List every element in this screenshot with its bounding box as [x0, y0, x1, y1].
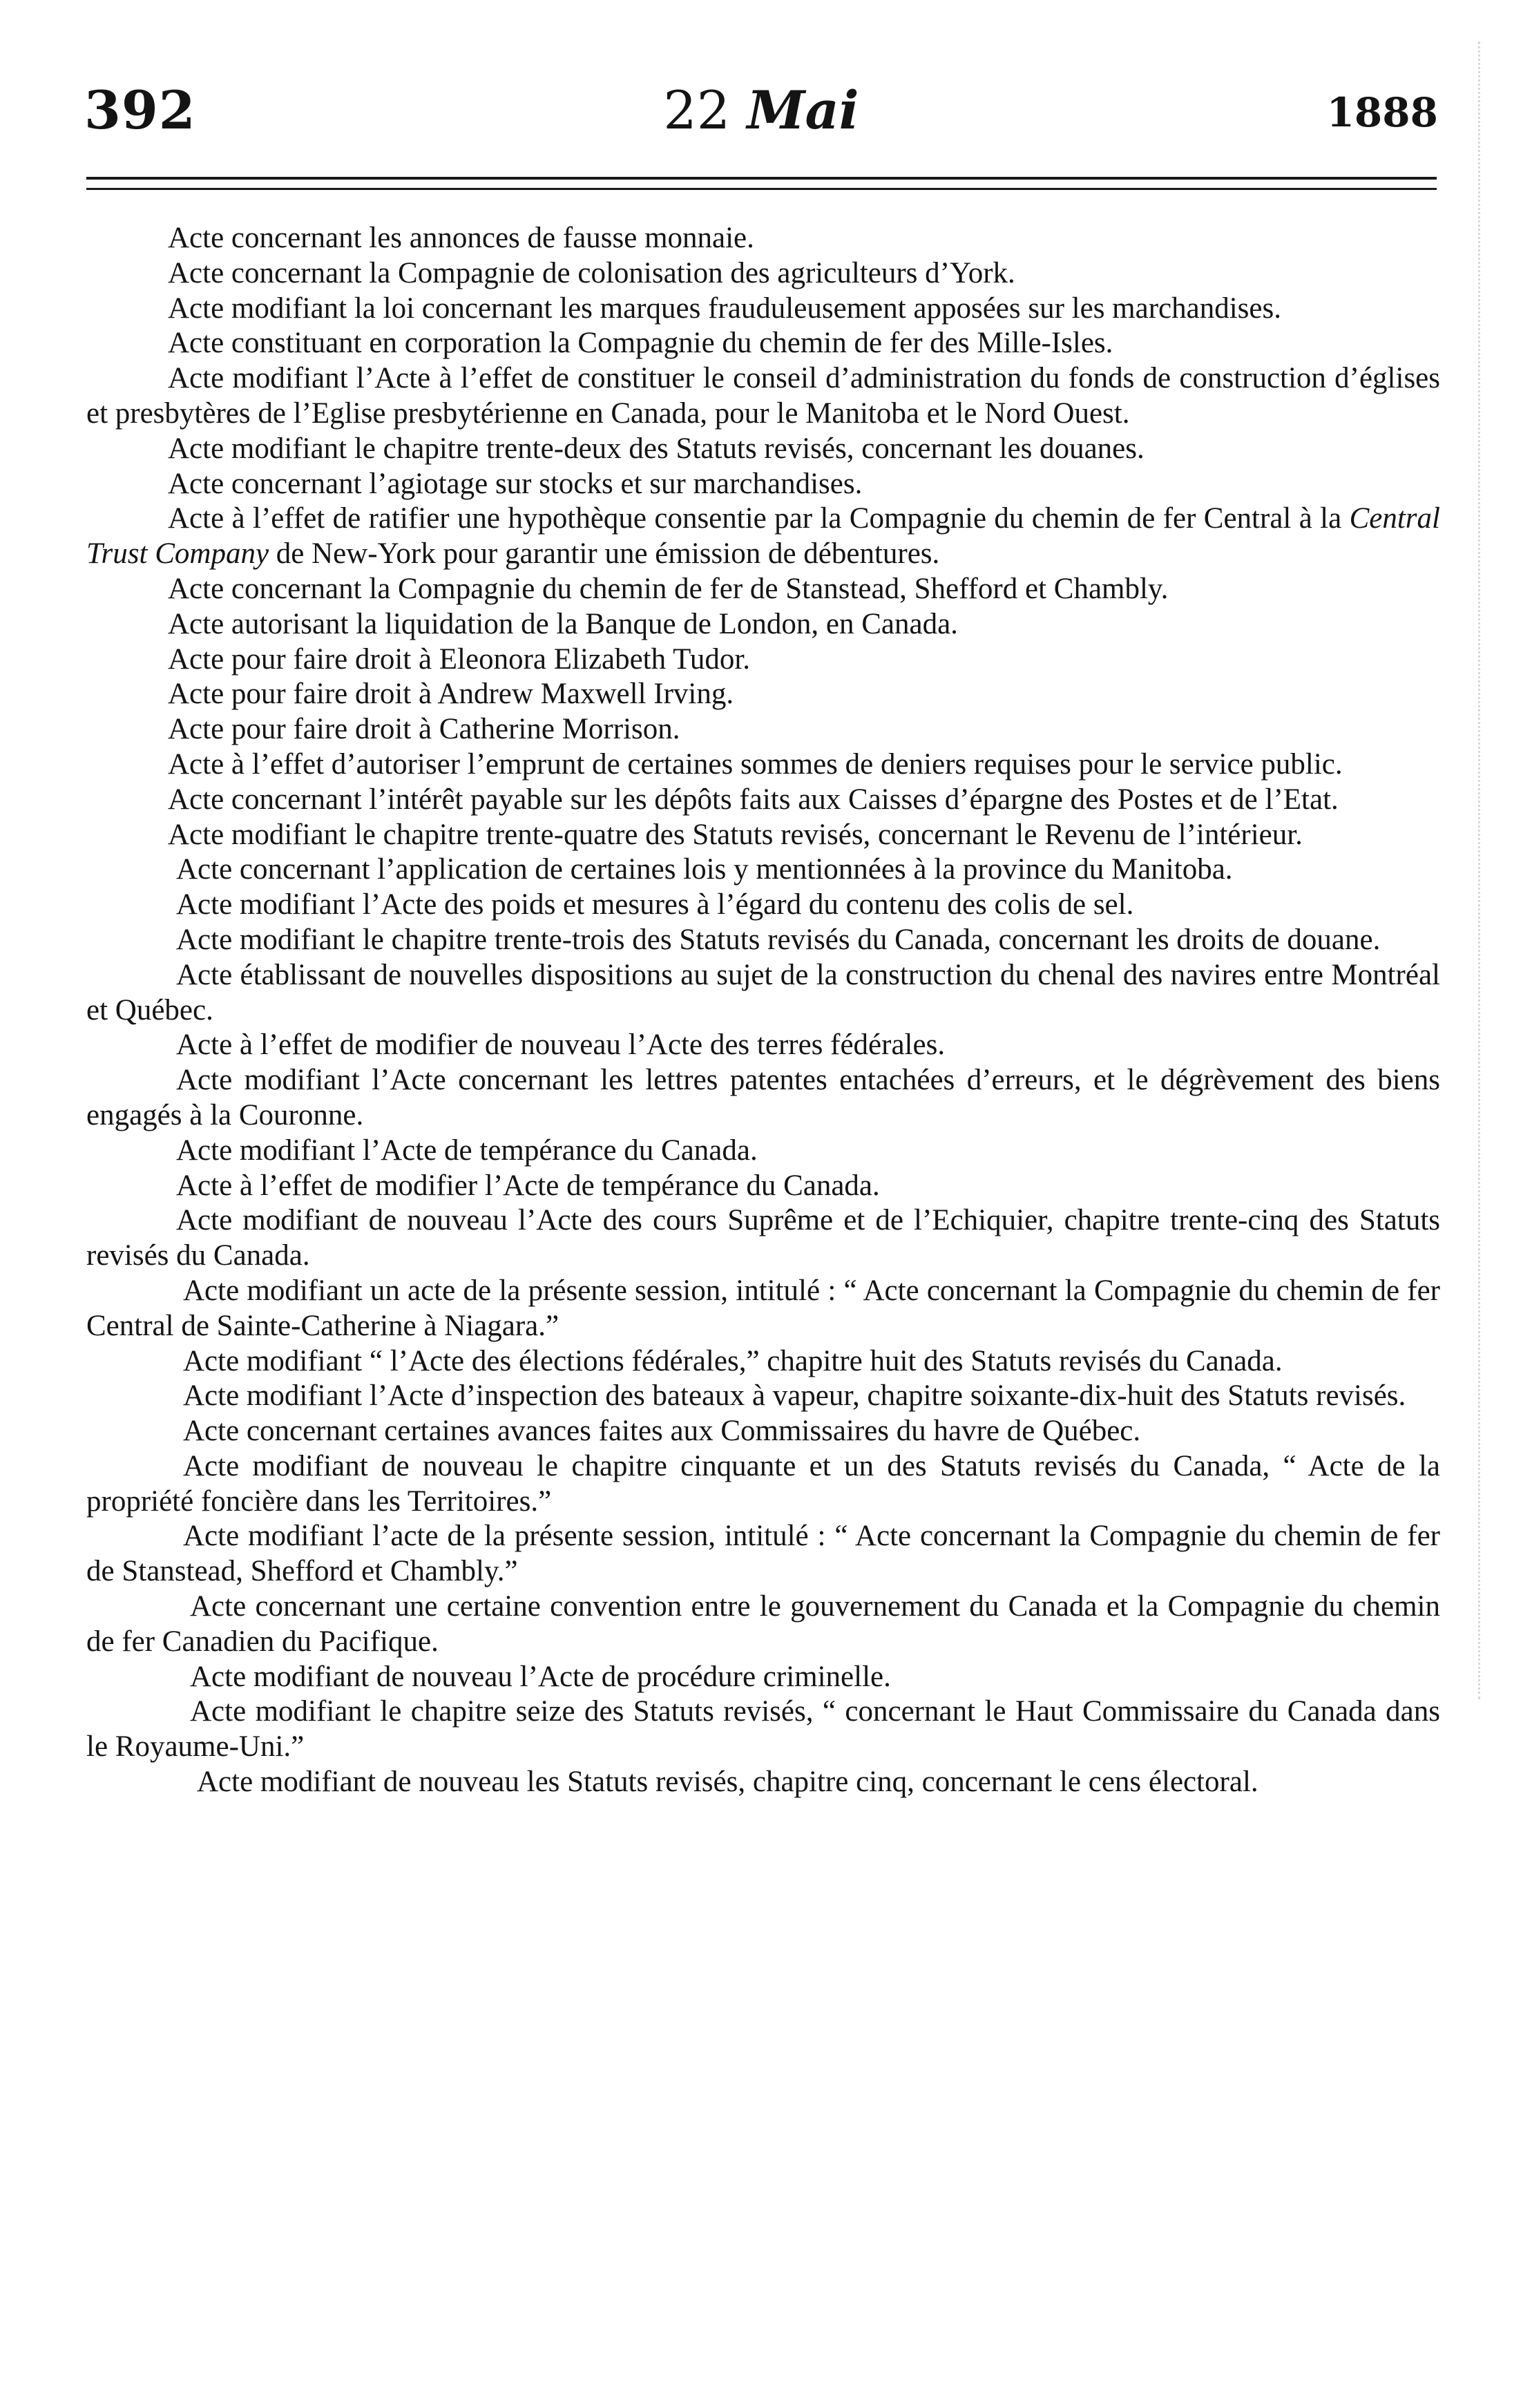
- entry: Acte concernant les annonces de fausse monnaie.: [168, 222, 754, 254]
- entry: Acte concernant certaines avances faites aux Commissaires du havre de Québec.: [183, 1415, 1141, 1448]
- entry: Acte modifiant le chapitre trente-quatre des Statuts revisés, concernant le Revenu de l’intérieur.: [168, 818, 1303, 851]
- entry: Acte modifiant de nouveau les Statuts revisés, chapitre cinq, concernant le cens électoral.: [197, 1766, 1258, 1799]
- header-rule-top: [86, 177, 1437, 180]
- entry: Acte à l’effet de modifier l’Acte de tempérance du Canada.: [176, 1169, 880, 1202]
- entry: Acte concernant la Compagnie de colonisation des agriculteurs d’York.: [168, 256, 1015, 289]
- entry: Acte modifiant de nouveau l’Acte de procédure criminelle.: [190, 1660, 891, 1693]
- entry: Acte modifiant l’Acte concernant les lettres patentes entachées d’erreurs, et le dégrèvement des biens engagés à la Couronne.: [86, 1064, 1440, 1131]
- date-day: 22: [663, 79, 731, 141]
- entry: Acte constituant en corporation la Compagnie du chemin de fer des Mille-Isles.: [168, 327, 1113, 360]
- entry: Acte autorisant la liquidation de la Banque de London, en Canada.: [168, 607, 958, 640]
- page-header: [84, 73, 1438, 149]
- entry: Acte modifiant le chapitre trente-trois des Statuts revisés du Canada, concernant les droits de douane.: [176, 923, 1381, 956]
- entry: Acte modifiant l’Acte des poids et mesures à l’égard du contenu des colis de sel.: [176, 888, 1134, 921]
- entry: Acte modifiant l’acte de la présente session, intitulé : “ Acte concernant la Compagnie du chemin de fer de Stanstead, Shefford et Chambly.”: [86, 1520, 1440, 1588]
- entry: Acte pour faire droit à Eleonora Elizabeth Tudor.: [168, 642, 751, 676]
- entry: [86, 501, 1440, 572]
- entry: Acte concernant la Compagnie du chemin de fer de Stanstead, Shefford et Chambly.: [168, 572, 1169, 605]
- margin-dots: [1478, 41, 1487, 1699]
- entry: Acte modifiant le chapitre trente-deux des Statuts revisés, concernant les douanes.: [168, 432, 1145, 465]
- entry: Acte modifiant l’Acte à l’effet de constituer le conseil d’administration du fonds de construction d’églises et presbytères de l’Eglise presbytérienne en Canada, pour le Manitoba et le Nord Ouest.: [86, 362, 1440, 430]
- entry: Acte modifiant l’Acte de tempérance du Canada.: [176, 1134, 758, 1167]
- entry: Acte modifiant la loi concernant les marques frauduleusement apposées sur les marchandises.: [168, 292, 1281, 325]
- entry: Acte modifiant de nouveau le chapitre cinquante et un des Statuts revisés du Canada, “ Acte de la propriété foncière dans les Territoires.”: [86, 1449, 1440, 1518]
- entry: Acte concernant l’agiotage sur stocks et sur marchandises.: [168, 467, 863, 500]
- entry: Acte modifiant “ l’Acte des élections fédérales,” chapitre huit des Statuts revisés du Canada.: [183, 1344, 1283, 1377]
- entry: Acte concernant une certaine convention entre le gouvernement du Canada et la Compagnie du chemin de fer Canadien du Pacifique.: [86, 1590, 1440, 1658]
- year: 1888: [1326, 89, 1438, 136]
- entry: Acte concernant l’application de certaines lois y mentionnées à la province du Manitoba.: [176, 853, 1233, 886]
- date-month: Mai: [747, 79, 859, 141]
- entry-part: Acte à l’effet de ratifier une hypothèque consentie par la Compagnie du chemin de fer Central à la: [168, 502, 1342, 535]
- entry-part-italic: Central Trust Company: [86, 502, 1440, 571]
- entry-part: de New-York pour garantir une émission de débentures.: [276, 537, 940, 571]
- entries-list: [86, 221, 1440, 1800]
- running-head-date: [84, 79, 1438, 141]
- entry: Acte modifiant le chapitre seize des Statuts revisés, “ concernant le Haut Commissaire du Canada dans le Royaume-Uni.”: [86, 1695, 1440, 1764]
- entry: Acte concernant l’intérêt payable sur les dépôts faits aux Caisses d’épargne des Postes et de l’Etat.: [168, 783, 1339, 816]
- entry: Acte à l’effet de modifier de nouveau l’Acte des terres fédérales.: [176, 1029, 946, 1062]
- page-number: 392: [84, 79, 196, 141]
- entry: Acte modifiant de nouveau l’Acte des cours Suprême et de l’Echiquier, chapitre trente-cinq des Statuts revisés du Canada.: [86, 1204, 1440, 1272]
- entry: Acte établissant de nouvelles dispositions au sujet de la construction du chenal des navires entre Montréal et Québec.: [86, 958, 1440, 1026]
- entry: Acte modifiant l’Acte d’inspection des bateaux à vapeur, chapitre soixante-dix-huit des Statuts revisés.: [183, 1379, 1406, 1413]
- entry: Acte pour faire droit à Catherine Morrison.: [168, 713, 680, 746]
- entry: Acte pour faire droit à Andrew Maxwell Irving.: [168, 678, 734, 711]
- header-rule-bottom: [86, 188, 1437, 190]
- entry: Acte à l’effet d’autoriser l’emprunt de certaines sommes de deniers requises pour le service public.: [168, 747, 1343, 781]
- entry: Acte modifiant un acte de la présente session, intitulé : “ Acte concernant la Compagnie du chemin de fer Central de Sainte-Catherine à Niagara.”: [86, 1274, 1440, 1342]
